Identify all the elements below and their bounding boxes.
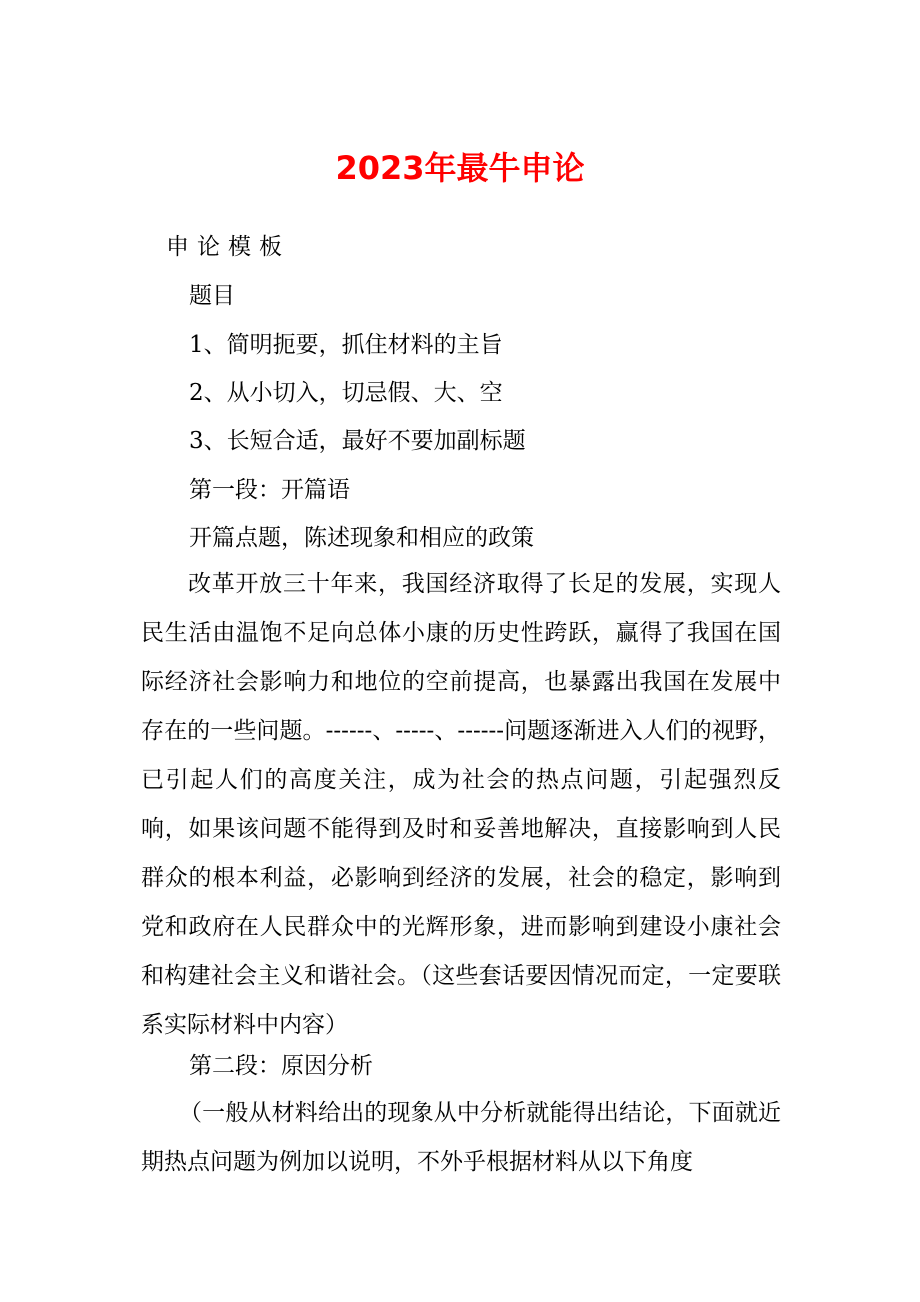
section-1-description: 开篇点题，陈述现象和相应的政策 xyxy=(189,525,534,551)
body-paragraph-2-block xyxy=(141,1089,781,1187)
body-paragraph-1: 改革开放三十年来，我国经济取得了长足的发展，实现人民生活由温饱不足向总体小康的历史性跨跃，赢得了我国在国际经济社会影响力和地位的空前提高，也暴露出我国在发展中存在的一些问题。------、-----、------问题逐渐进入人们的视野，已引起人们的高度关注，成为社会的热点问题，引起强烈反响，如果该问题不能得到及时和妥善地解决，直接影响到人民群众的根本利益，必影响到经济的发展，社会的稳定，影响到党和政府在人民群众中的光辉形象，进而影响到建设小康社会和构建社会主义和谐社会。（这些套话要因情况而定，一定要联系实际材料中内容） xyxy=(141,571,781,1038)
document-title: 2023年最牛申论 xyxy=(335,149,585,187)
section-heading-2: 第二段：原因分析 xyxy=(189,1053,373,1079)
document-heading: 申论模板 xyxy=(166,234,290,260)
rule-item-2: 2、从小切入，切忌假、大、空 xyxy=(189,380,503,406)
rule-item-3: 3、长短合适，最好不要加副标题 xyxy=(189,428,526,454)
body-paragraph-2: （一般从材料给出的现象从中分析就能得出结论，下面就近期热点问题为例加以说明，不外乎根据材料从以下角度 xyxy=(141,1100,781,1175)
section-heading-1: 第一段：开篇语 xyxy=(189,477,350,503)
rule-item-1: 1、简明扼要，抓住材料的主旨 xyxy=(189,332,503,358)
body-paragraph-1-block xyxy=(141,560,781,1050)
topic-label: 题目 xyxy=(189,283,235,309)
